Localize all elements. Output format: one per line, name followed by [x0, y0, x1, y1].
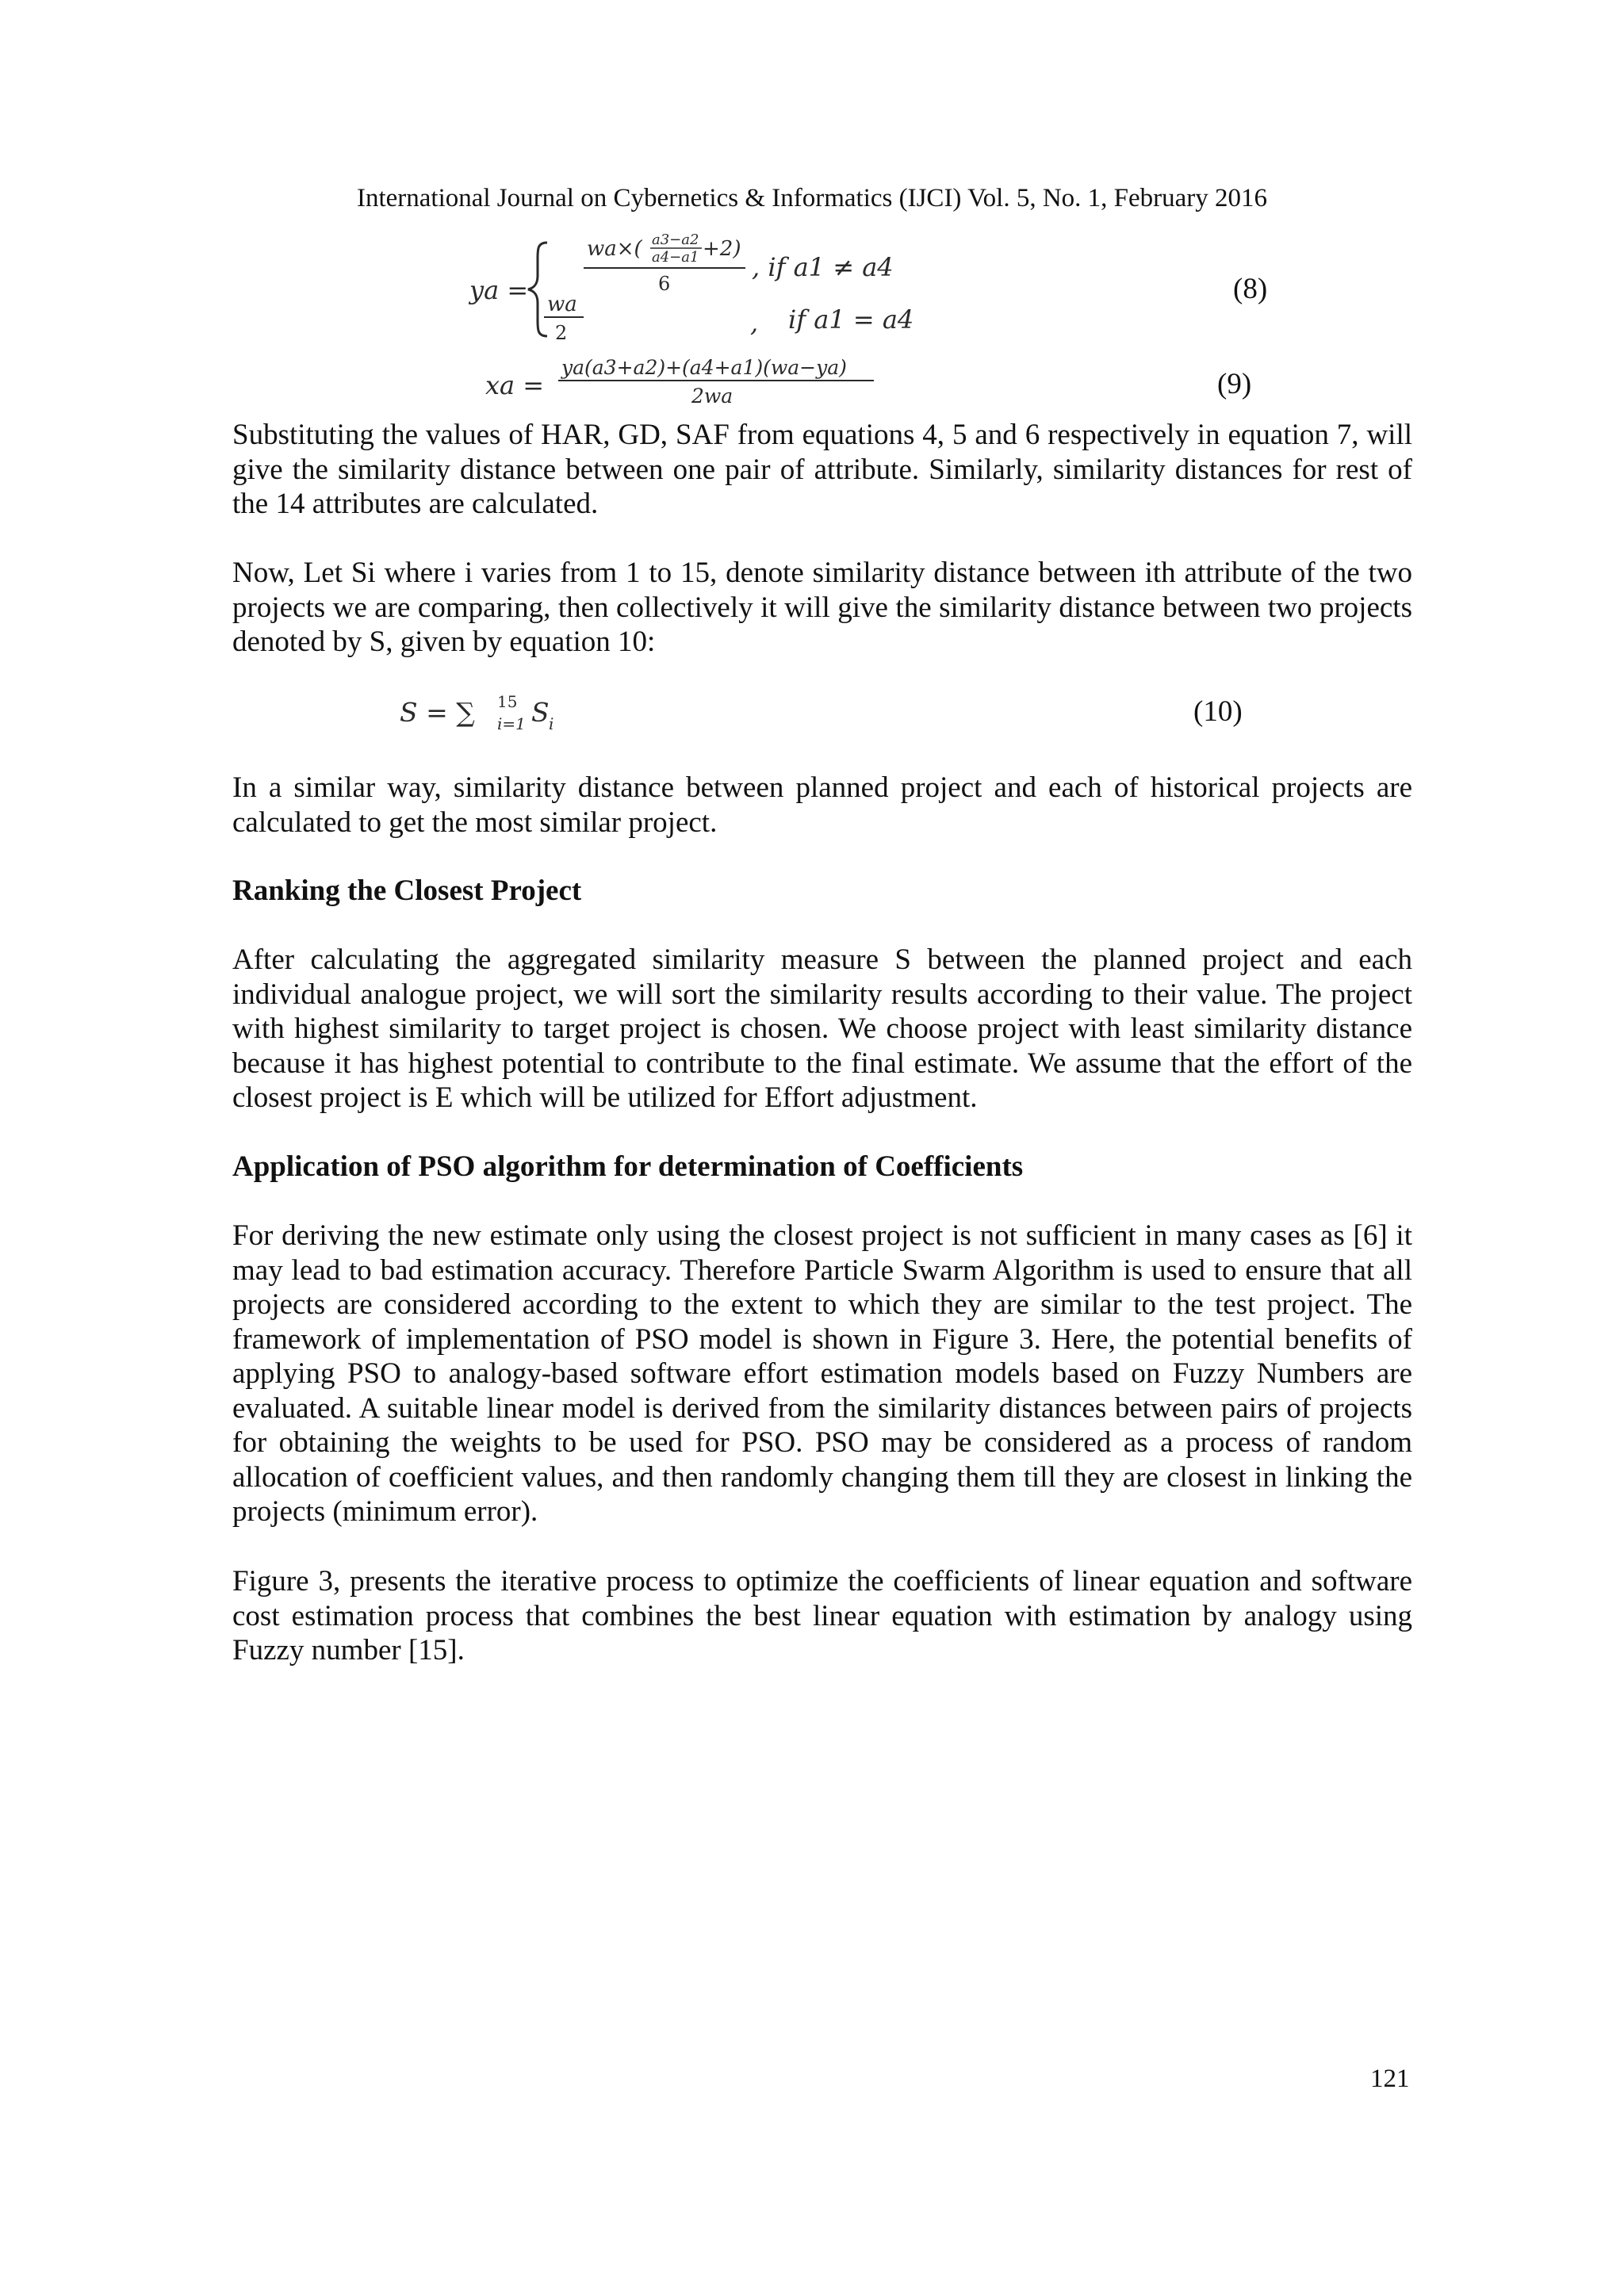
paragraph-ranking: After calculating the aggregated similarity measure S between the planned project and each individual analogue project, we will sort the similarity results according to their value. The project with highest similarity to target project is chosen. We choose project with least similarity distance because it has highest potential to contribute to the final estimate. We assume that the effort of the closest project is E which will be utilized for Effort adjustment.	[232, 943, 1412, 1114]
eq9-denominator: 2wa	[691, 385, 733, 408]
eq10-upper: 15	[497, 692, 518, 711]
eq8-case1-inner-denominator: a4−a1	[652, 249, 699, 266]
equation-9	[476, 352, 888, 412]
paragraph-substituting: Substituting the values of HAR, GD, SAF from equations 4, 5 and 6 respectively in equation 7, will give the similarity distance between one pair of attribute. Similarly, similarity distances for rest of the 14 attributes are calculated.	[232, 419, 1412, 520]
page-number: 121	[1370, 2064, 1410, 2093]
eq8-case2-comma: ,	[750, 308, 759, 338]
eq8-case1-suffix: +2)	[703, 237, 741, 261]
equation-10-number: (10)	[1193, 695, 1243, 728]
eq8-brace	[528, 243, 547, 336]
running-header: International Journal on Cybernetics & Informatics (IJCI) Vol. 5, No. 1, February 2016	[356, 184, 1268, 212]
eq8-case1-denominator: 6	[658, 273, 671, 295]
paragraph-similar-way: In a similar way, similarity distance between planned project and each of historical projects are calculated to get the most similar project.	[232, 771, 1412, 839]
equation-8-number: (8)	[1233, 273, 1268, 305]
eq10-lhs: S = ∑	[400, 697, 475, 728]
equation-9-number: (9)	[1217, 368, 1252, 400]
eq8-case1-condition: , if a1 ≠ a4	[752, 252, 894, 282]
eq8-case2-condition: if a1 = a4	[788, 304, 914, 335]
section-heading-ranking: Ranking the Closest Project	[232, 874, 582, 907]
paragraph-similarity-sum: Now, Let Si where i varies from 1 to 15, denote similarity distance between ith attribute of the two projects we are comparing, then collectively it will give the similarity distance between two projects denoted by S, given by equation 10:	[232, 557, 1412, 658]
eq8-case1-prefix: wa×(	[587, 237, 642, 261]
eq8-case2-denominator: 2	[555, 322, 568, 344]
equation-10	[396, 687, 603, 737]
eq10-lower: i=1	[497, 714, 526, 733]
eq10-term: S	[531, 697, 550, 728]
eq10-term-sub: i	[549, 714, 554, 733]
eq8-case1-inner-numerator: a3−a2	[652, 232, 699, 248]
section-heading-pso: Application of PSO algorithm for determination of Coefficients	[232, 1150, 1024, 1183]
eq9-numerator: ya(a3+a2)+(a4+a1)(wa−ya)	[561, 356, 847, 379]
paragraph-pso: For deriving the new estimate only using the closest project is not sufficient in many cases as [6] it may lead to bad estimation accuracy. Therefore Particle Swarm Algorithm is used to ensure that all projects are considered according to the extent to which they are similar to the test project. The framework of implementation of PSO model is shown in Figure 3. Here, the potential benefits of applying PSO to analogy-based software effort estimation models based on Fuzzy Numbers are evaluated. A suitable linear model is derived from the similarity distances between pairs of projects for obtaining the weights to be used for PSO. PSO may be considered as a process of random allocation of coefficient values, and then randomly changing them till they are closest in linking the projects (minimum error).	[232, 1219, 1412, 1528]
paragraph-figure-3: Figure 3, presents the iterative process to optimize the coefficients of linear equation and software cost estimation process that combines the best linear equation with estimation by analogy using Fuzzy number [15].	[232, 1565, 1412, 1667]
equation-8	[460, 227, 952, 352]
eq8-lhs: ya =	[469, 275, 529, 305]
eq9-lhs: xa =	[485, 370, 545, 400]
eq8-case2-numerator: wa	[547, 293, 577, 316]
